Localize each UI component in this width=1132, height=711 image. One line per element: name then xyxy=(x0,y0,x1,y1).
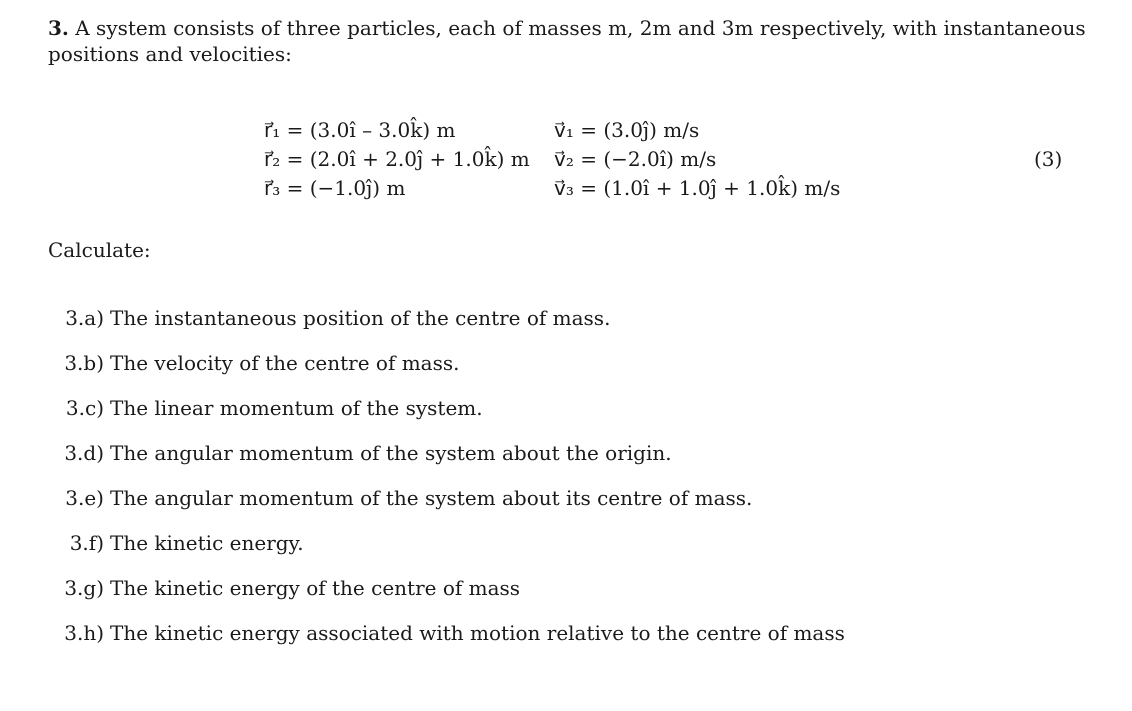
question-text: The kinetic energy. xyxy=(110,531,304,555)
problem-text: A system consists of three particles, each of masses m, 2m and 3m respectively, with instantaneous positions and velocities: xyxy=(48,16,1086,66)
question-text: The velocity of the centre of mass. xyxy=(110,351,460,375)
question-text: The kinetic energy associated with motion relative to the centre of mass xyxy=(110,621,845,645)
question-list xyxy=(48,304,948,664)
question-text: The instantaneous position of the centre of mass. xyxy=(110,306,611,330)
question-text: The linear momentum of the system. xyxy=(110,396,483,420)
velocity-v3: v⃗₃ = (1.0î + 1.0ĵ + 1.0k̂) m/s xyxy=(554,176,841,200)
question-text: The kinetic energy of the centre of mass xyxy=(110,576,521,600)
question-label: 3.h) xyxy=(64,621,104,645)
question-item xyxy=(48,619,948,664)
question-label: 3.c) xyxy=(65,396,104,420)
question-text: The angular momentum of the system about the origin. xyxy=(110,441,672,465)
question-item xyxy=(48,394,948,439)
velocity-v2: v⃗₂ = (−2.0î) m/s xyxy=(554,147,717,171)
position-r3: r⃗₃ = (−1.0ĵ) m xyxy=(264,176,406,200)
question-item xyxy=(48,304,948,349)
question-item xyxy=(48,529,948,574)
equation-number: (3) xyxy=(1034,147,1063,171)
position-r2: r⃗₂ = (2.0î + 2.0ĵ + 1.0k̂) m xyxy=(264,147,530,171)
question-label: 3.g) xyxy=(64,576,104,600)
question-label: 3.a) xyxy=(65,306,104,330)
question-item xyxy=(48,574,948,619)
calculate-heading: Calculate: xyxy=(48,238,151,262)
question-label: 3.f) xyxy=(69,531,104,555)
problem-statement xyxy=(48,15,1088,67)
question-item xyxy=(48,349,948,394)
equation-block xyxy=(0,114,1132,210)
question-label: 3.d) xyxy=(64,441,104,465)
velocity-v1: v⃗₁ = (3.0ĵ) m/s xyxy=(554,118,700,142)
question-text: The angular momentum of the system about its centre of mass. xyxy=(110,486,753,510)
question-item xyxy=(48,484,948,529)
problem-number: 3. xyxy=(48,16,69,40)
question-label: 3.e) xyxy=(65,486,104,510)
position-r1: r⃗₁ = (3.0î – 3.0k̂) m xyxy=(264,118,456,142)
question-label: 3.b) xyxy=(64,351,104,375)
question-item xyxy=(48,439,948,484)
